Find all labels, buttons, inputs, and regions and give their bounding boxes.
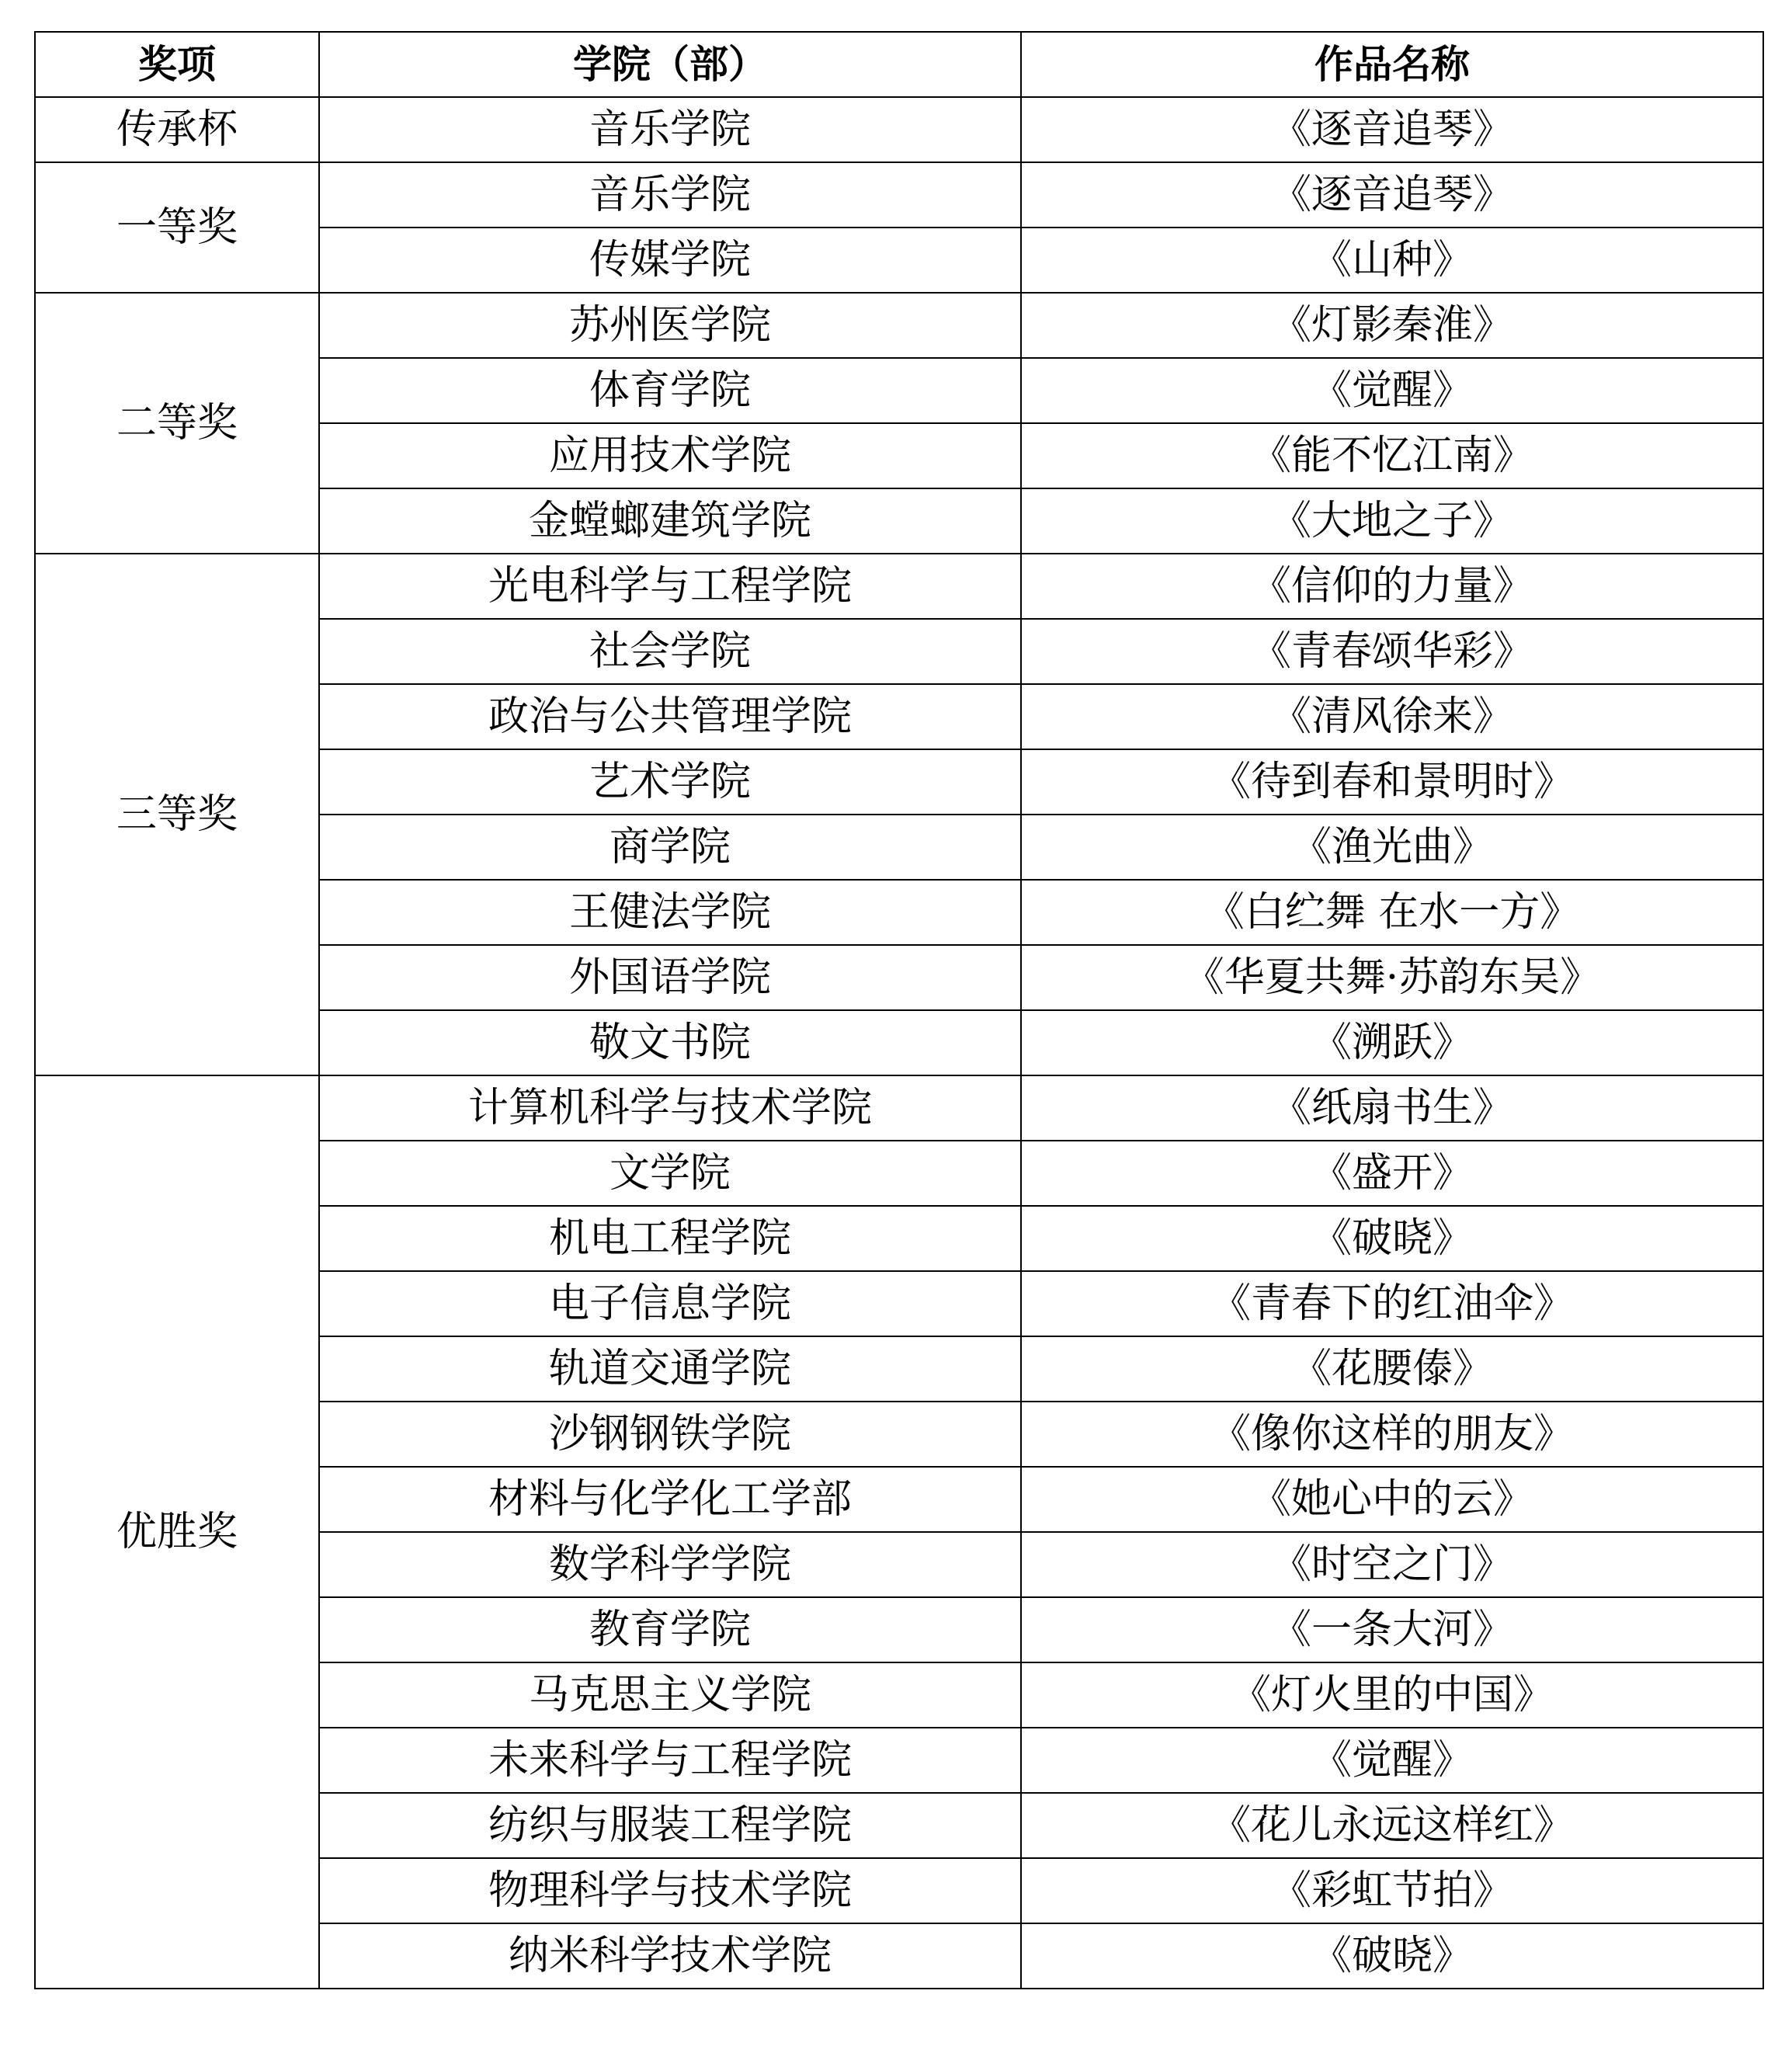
header-row — [35, 32, 1763, 97]
college-cell: 政治与公共管理学院 — [319, 684, 1021, 749]
college-cell: 王健法学院 — [319, 880, 1021, 945]
work-cell: 《花儿永远这样红》 — [1021, 1793, 1763, 1858]
award-cell: 二等奖 — [35, 293, 319, 554]
college-cell: 社会学院 — [319, 619, 1021, 684]
work-cell: 《她心中的云》 — [1021, 1467, 1763, 1532]
header-work: 作品名称 — [1021, 32, 1763, 97]
college-cell: 电子信息学院 — [319, 1271, 1021, 1336]
college-cell: 文学院 — [319, 1141, 1021, 1206]
college-cell: 材料与化学化工学部 — [319, 1467, 1021, 1532]
work-cell: 《大地之子》 — [1021, 488, 1763, 554]
award-cell: 传承杯 — [35, 97, 319, 162]
college-cell: 机电工程学院 — [319, 1206, 1021, 1271]
college-cell: 音乐学院 — [319, 97, 1021, 162]
college-cell: 纳米科学技术学院 — [319, 1923, 1021, 1989]
work-cell: 《灯影秦淮》 — [1021, 293, 1763, 358]
table-row — [35, 554, 1763, 619]
header-award: 奖项 — [35, 32, 319, 97]
work-cell: 《白纻舞 在水一方》 — [1021, 880, 1763, 945]
table-row — [35, 162, 1763, 228]
work-cell: 《青春颂华彩》 — [1021, 619, 1763, 684]
college-cell: 商学院 — [319, 815, 1021, 880]
awards-table — [34, 31, 1764, 1989]
work-cell: 《像你这样的朋友》 — [1021, 1402, 1763, 1467]
table-row — [35, 97, 1763, 162]
college-cell: 马克思主义学院 — [319, 1662, 1021, 1728]
header-college: 学院（部） — [319, 32, 1021, 97]
college-cell: 光电科学与工程学院 — [319, 554, 1021, 619]
work-cell: 《青春下的红油伞》 — [1021, 1271, 1763, 1336]
work-cell: 《破晓》 — [1021, 1206, 1763, 1271]
award-cell: 三等奖 — [35, 554, 319, 1075]
work-cell: 《觉醒》 — [1021, 358, 1763, 423]
college-cell: 教育学院 — [319, 1597, 1021, 1662]
work-cell: 《觉醒》 — [1021, 1728, 1763, 1793]
college-cell: 艺术学院 — [319, 749, 1021, 815]
work-cell: 《破晓》 — [1021, 1923, 1763, 1989]
work-cell: 《时空之门》 — [1021, 1532, 1763, 1597]
college-cell: 应用技术学院 — [319, 423, 1021, 488]
work-cell: 《山种》 — [1021, 228, 1763, 293]
college-cell: 沙钢钢铁学院 — [319, 1402, 1021, 1467]
work-cell: 《花腰傣》 — [1021, 1336, 1763, 1402]
work-cell: 《华夏共舞·苏韵东吴》 — [1021, 945, 1763, 1010]
college-cell: 音乐学院 — [319, 162, 1021, 228]
table-body — [35, 97, 1763, 1989]
work-cell: 《纸扇书生》 — [1021, 1075, 1763, 1141]
college-cell: 计算机科学与技术学院 — [319, 1075, 1021, 1141]
work-cell: 《彩虹节拍》 — [1021, 1858, 1763, 1923]
college-cell: 外国语学院 — [319, 945, 1021, 1010]
college-cell: 数学科学学院 — [319, 1532, 1021, 1597]
work-cell: 《溯跃》 — [1021, 1010, 1763, 1075]
work-cell: 《清风徐来》 — [1021, 684, 1763, 749]
work-cell: 《一条大河》 — [1021, 1597, 1763, 1662]
work-cell: 《逐音追琴》 — [1021, 162, 1763, 228]
work-cell: 《灯火里的中国》 — [1021, 1662, 1763, 1728]
college-cell: 纺织与服装工程学院 — [319, 1793, 1021, 1858]
work-cell: 《盛开》 — [1021, 1141, 1763, 1206]
table-row — [35, 1075, 1763, 1141]
college-cell: 未来科学与工程学院 — [319, 1728, 1021, 1793]
work-cell: 《信仰的力量》 — [1021, 554, 1763, 619]
college-cell: 传媒学院 — [319, 228, 1021, 293]
table-row — [35, 293, 1763, 358]
college-cell: 体育学院 — [319, 358, 1021, 423]
college-cell: 苏州医学院 — [319, 293, 1021, 358]
college-cell: 敬文书院 — [319, 1010, 1021, 1075]
table-header — [35, 32, 1763, 97]
college-cell: 物理科学与技术学院 — [319, 1858, 1021, 1923]
college-cell: 金螳螂建筑学院 — [319, 488, 1021, 554]
work-cell: 《渔光曲》 — [1021, 815, 1763, 880]
award-cell: 一等奖 — [35, 162, 319, 293]
award-cell: 优胜奖 — [35, 1075, 319, 1989]
work-cell: 《逐音追琴》 — [1021, 97, 1763, 162]
college-cell: 轨道交通学院 — [319, 1336, 1021, 1402]
work-cell: 《能不忆江南》 — [1021, 423, 1763, 488]
work-cell: 《待到春和景明时》 — [1021, 749, 1763, 815]
